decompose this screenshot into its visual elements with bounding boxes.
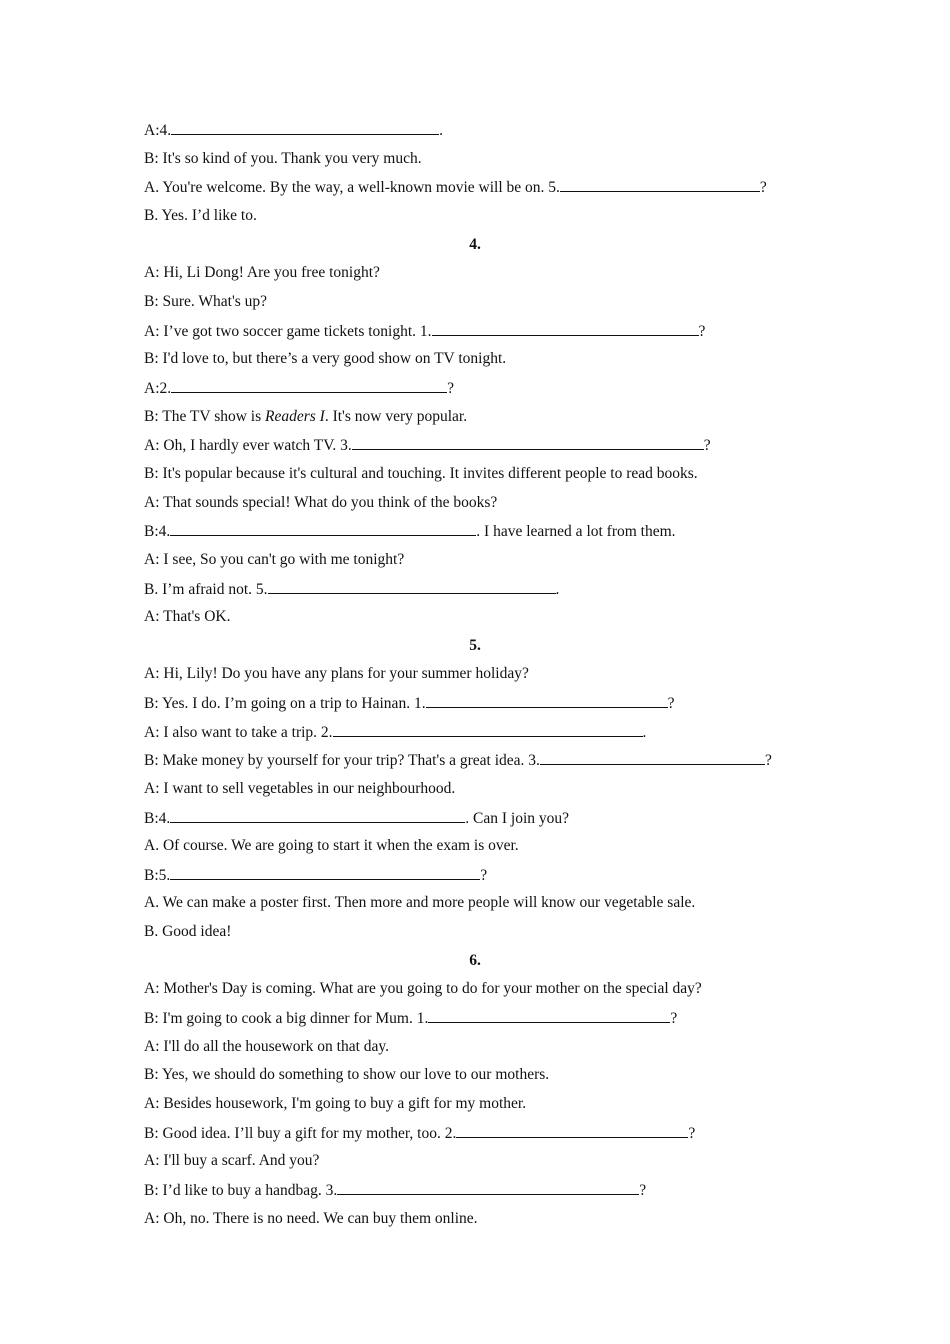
dialogue-line: A. You're welcome. By the way, a well-known movie will be on. 5. ? bbox=[144, 179, 767, 196]
dialogue-line: B: The TV show is Readers I. It's now very popular. bbox=[144, 408, 468, 425]
answer-blank[interactable] bbox=[432, 321, 699, 336]
dialogue-line: B: I’d like to buy a handbag. 3. ? bbox=[144, 1182, 647, 1199]
show-title: Readers I bbox=[265, 408, 325, 425]
answer-blank[interactable] bbox=[171, 378, 447, 393]
dialogue-line: A: I also want to take a trip. 2. . bbox=[144, 724, 647, 741]
dialogue-line: B: Make money by yourself for your trip? That's a great idea. 3. ? bbox=[144, 752, 772, 769]
dialogue-line: B. Good idea! bbox=[144, 923, 232, 940]
answer-blank[interactable] bbox=[170, 808, 465, 823]
answer-blank[interactable] bbox=[170, 521, 476, 536]
answer-blank[interactable] bbox=[352, 435, 704, 450]
answer-blank[interactable] bbox=[560, 177, 760, 192]
dialogue-line: A: That's OK. bbox=[144, 608, 231, 625]
dialogue-line: B: Good idea. I’ll buy a gift for my mother, too. 2. ? bbox=[144, 1125, 696, 1142]
answer-blank[interactable] bbox=[428, 1008, 670, 1023]
dialogue-line: A: I’ve got two soccer game tickets tonight. 1. ? bbox=[144, 323, 706, 340]
dialogue-line: B: I'm going to cook a big dinner for Mum. 1. ? bbox=[144, 1010, 678, 1027]
dialogue-line: B: It's so kind of you. Thank you very much. bbox=[144, 150, 422, 167]
dialogue-line: A:4. . bbox=[144, 122, 443, 139]
answer-blank[interactable] bbox=[170, 865, 480, 880]
dialogue-line: A: I see, So you can't go with me tonight? bbox=[144, 551, 405, 568]
dialogue-line: A: Besides housework, I'm going to buy a gift for my mother. bbox=[144, 1095, 527, 1112]
dialogue-line: B:4. . I have learned a lot from them. bbox=[144, 523, 676, 540]
dialogue-line: A: That sounds special! What do you think of the books? bbox=[144, 494, 498, 511]
dialogue-line: A. We can make a poster first. Then more and more people will know our vegetable sale. bbox=[144, 894, 696, 911]
dialogue-line: A: Oh, no. There is no need. We can buy them online. bbox=[144, 1210, 478, 1227]
dialogue-line: A. Of course. We are going to start it when the exam is over. bbox=[144, 837, 519, 854]
dialogue-line: B: It's popular because it's cultural and touching. It invites different people to read books. bbox=[144, 465, 698, 482]
answer-blank[interactable] bbox=[426, 693, 668, 708]
answer-blank[interactable] bbox=[337, 1180, 639, 1195]
dialogue-line: A:2. ? bbox=[144, 380, 455, 397]
section-heading: 5. bbox=[469, 637, 481, 654]
dialogue-line: B: I'd love to, but there’s a very good show on TV tonight. bbox=[144, 350, 507, 367]
dialogue-line: A: Hi, Lily! Do you have any plans for your summer holiday? bbox=[144, 665, 529, 682]
dialogue-line: B: Yes. I do. I’m going on a trip to Hainan. 1. ? bbox=[144, 695, 675, 712]
dialogue-line: B. Yes. I’d like to. bbox=[144, 207, 257, 224]
dialogue-line: B:5. ? bbox=[144, 867, 488, 884]
answer-blank[interactable] bbox=[333, 722, 643, 737]
dialogue-line: A: I'll do all the housework on that day. bbox=[144, 1038, 390, 1055]
answer-blank[interactable] bbox=[540, 750, 765, 765]
answer-blank[interactable] bbox=[268, 579, 556, 594]
dialogue-line: B. I’m afraid not. 5. . bbox=[144, 581, 560, 598]
dialogue-line: A: Hi, Li Dong! Are you free tonight? bbox=[144, 264, 380, 281]
answer-blank[interactable] bbox=[171, 120, 439, 135]
section-heading: 4. bbox=[469, 236, 481, 253]
dialogue-line: A: Oh, I hardly ever watch TV. 3. ? bbox=[144, 437, 711, 454]
dialogue-line: B: Sure. What's up? bbox=[144, 293, 268, 310]
dialogue-line: A: I want to sell vegetables in our neighbourhood. bbox=[144, 780, 456, 797]
section-heading: 6. bbox=[469, 952, 481, 969]
dialogue-line: A: Mother's Day is coming. What are you going to do for your mother on the special day? bbox=[144, 980, 702, 997]
dialogue-line: A: I'll buy a scarf. And you? bbox=[144, 1152, 320, 1169]
dialogue-line: B: Yes, we should do something to show our love to our mothers. bbox=[144, 1066, 550, 1083]
answer-blank[interactable] bbox=[456, 1123, 688, 1138]
dialogue-line: B:4. . Can I join you? bbox=[144, 810, 570, 827]
